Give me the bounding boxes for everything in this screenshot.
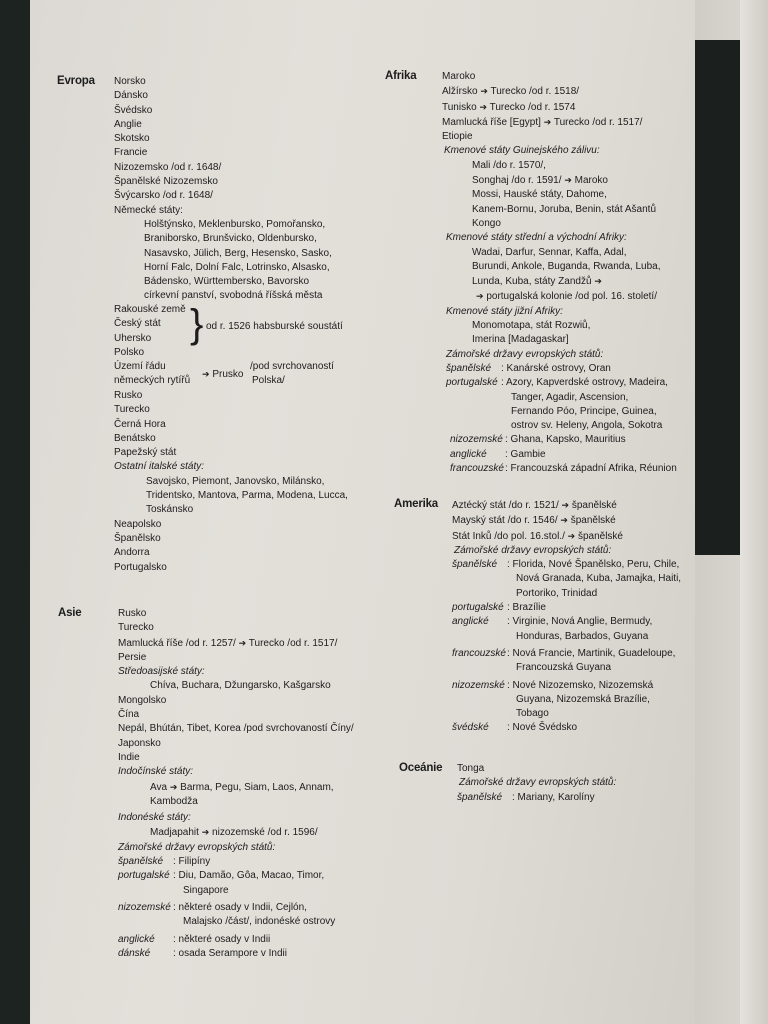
colony-label: nizozemské xyxy=(452,679,505,691)
list-item xyxy=(118,825,354,840)
list-item xyxy=(118,869,354,883)
entry-target: Turecko /od r. 1517/ xyxy=(553,116,643,128)
list-item: Toskánsko xyxy=(146,504,194,516)
list-item xyxy=(118,933,354,947)
list-item: Holštýnsko, Meklenbursko, Pomořansko, xyxy=(144,218,326,230)
list-item xyxy=(452,601,681,615)
list-item: Portugalsko xyxy=(114,561,167,573)
list-item xyxy=(442,115,677,130)
entry-target: Maroko xyxy=(574,175,608,187)
colony-value: : některé osady v Indii xyxy=(173,933,271,945)
arrow-icon: ➔ xyxy=(202,369,210,379)
list-item: Kongo xyxy=(472,217,501,229)
list-item: Tanger, Agadir, Ascension, xyxy=(511,391,629,403)
list-item xyxy=(452,513,681,528)
list-item xyxy=(442,274,677,289)
list-item xyxy=(442,289,677,304)
list-item xyxy=(442,362,677,376)
asie-list xyxy=(118,607,354,961)
list-item: Indonéské státy: xyxy=(118,812,191,824)
colony-value: : osada Serampore v Indii xyxy=(173,947,287,959)
list-item: Nizozemsko /od r. 1648/ xyxy=(114,161,222,173)
entry-text: Stát Inků /do pol. 16.stol./ xyxy=(452,530,565,542)
list-item: Bádensko, Württembersko, Bavorsko xyxy=(144,276,310,288)
colony-label: španělské xyxy=(118,856,164,868)
colony-label: anglické xyxy=(450,448,487,460)
ava-text: Ava xyxy=(150,781,168,793)
prusko-note xyxy=(250,360,334,389)
list-item: Nasavsko, Jülich, Berg, Hesensko, Sasko, xyxy=(144,247,332,259)
list-item: Tonga xyxy=(457,763,485,774)
list-item: Německé státy: xyxy=(114,204,183,216)
arrow-icon: ➔ xyxy=(479,101,487,112)
entry-text: Mayský stát /do r. 1546/ xyxy=(452,515,558,527)
list-item: Horní Falc, Dolní Falc, Lotrinsko, Alsasko, xyxy=(144,261,330,273)
afrika-list xyxy=(442,70,677,476)
mamluk-text: Mamlucká říše /od r. 1257/ xyxy=(118,637,236,649)
list-item: Portoriko, Trinidad xyxy=(516,587,598,599)
list-item: Černá Hora xyxy=(114,418,166,430)
arrow-icon: ➔ xyxy=(561,500,570,510)
list-item: Braniborsko, Brunšvicko, Oldenbursko, xyxy=(144,233,317,245)
prusko-note-line: Polska/ xyxy=(252,375,285,387)
habsburg-group xyxy=(114,303,190,389)
list-item xyxy=(118,636,354,651)
list-item: Kmenové státy střední a východní Afriky: xyxy=(446,232,627,244)
list-item: Singapore xyxy=(183,884,229,896)
list-item: Fernando Póo, Principe, Guinea, xyxy=(511,405,657,417)
colony-label: španělské xyxy=(452,559,498,571)
mamluk-target: Turecko /od r. 1517/ xyxy=(248,637,338,649)
entry-target: španělské xyxy=(570,515,616,527)
list-item: Guyana, Nizozemská Brazílie, xyxy=(516,693,650,705)
region-asie-heading: Asie xyxy=(58,607,82,619)
list-item: Polsko xyxy=(114,346,145,358)
arrow-icon: ➔ xyxy=(560,515,568,526)
amerika-list xyxy=(452,498,681,736)
colony-value: : Azory, Kapverdské ostrovy, Madeira, xyxy=(501,377,668,389)
arrow-icon: ➔ xyxy=(169,781,178,792)
prusko-note-line: /pod svrchovaností xyxy=(250,361,334,372)
entry-text: portugalská kolonie /od pol. 16. století/ xyxy=(486,291,657,303)
prusko-label: Prusko xyxy=(212,369,244,380)
entry-text: Mamlucká říše [Egypt] xyxy=(442,116,541,128)
madjapahit-text: Madjapahit xyxy=(150,827,199,839)
colony-value: : Filipíny xyxy=(173,856,211,868)
list-item xyxy=(442,376,677,390)
list-item: Dánsko xyxy=(114,90,148,102)
list-item: Mossi, Hauské státy, Dahome, xyxy=(472,189,607,201)
list-item xyxy=(452,647,681,661)
colony-label: portugalské xyxy=(446,377,498,389)
colony-label: nizozemské xyxy=(450,434,503,446)
list-item xyxy=(442,433,677,447)
colony-label: portugalské xyxy=(118,870,170,882)
list-item: Zámořské državy evropských států: xyxy=(446,348,604,360)
list-item: Indie xyxy=(118,751,140,763)
list-item: Rakouské země xyxy=(114,304,186,315)
list-item xyxy=(442,84,677,99)
list-item: Turecko xyxy=(114,404,150,416)
list-item: Neapolsko xyxy=(114,518,162,530)
list-item: Tobago xyxy=(516,708,549,720)
colony-value: : Florida, Nové Španělsko, Peru, Chile, xyxy=(507,559,680,571)
entry-text: Alžírsko xyxy=(442,86,478,98)
list-item: Imerina [Madagaskar] xyxy=(472,334,569,346)
list-item: Persie xyxy=(118,651,147,663)
region-evropa-heading: Evropa xyxy=(57,75,95,87)
list-item: Burundi, Ankole, Buganda, Rwanda, Luba, xyxy=(472,260,661,272)
list-item: Zámořské državy evropských států: xyxy=(454,544,612,556)
colony-label: portugalské xyxy=(452,602,504,614)
madjapahit-rest: nizozemské /od r. 1596/ xyxy=(212,827,318,839)
list-item xyxy=(118,855,354,869)
colony-value: : Nové Švédsko xyxy=(507,722,578,734)
list-item: Indočínské státy: xyxy=(118,766,194,778)
list-item: Francouzská Guyana xyxy=(516,662,612,674)
list-item xyxy=(118,947,354,961)
list-item: ostrov sv. Heleny, Angola, Sokotra xyxy=(511,420,663,432)
list-item: Francie xyxy=(114,147,148,159)
list-item: Japonsko xyxy=(118,737,161,749)
entry-text: Songhaj /do r. 1591/ xyxy=(472,175,562,187)
list-item xyxy=(442,173,677,188)
list-item: Švýcarsko /od r. 1648/ xyxy=(114,190,213,202)
colony-value: : Nová Francie, Martinik, Guadeloupe, xyxy=(507,647,676,659)
colony-value: : Brazílie xyxy=(507,602,546,614)
list-item: Andorra xyxy=(114,547,150,559)
colony-value: : Mariany, Karolíny xyxy=(512,791,595,803)
list-item: Tridentsko, Mantova, Parma, Modena, Lucca, xyxy=(146,490,348,502)
list-item: Kanem-Bornu, Joruba, Benin, stát Ašantů xyxy=(472,203,656,215)
list-item: Český stát xyxy=(114,318,161,330)
colony-label: dánské xyxy=(118,947,151,959)
entry-text: Tunisko xyxy=(442,101,477,113)
list-item: Španělsko xyxy=(114,532,161,544)
list-item: Wadai, Darfur, Sennar, Kaffa, Adal, xyxy=(472,246,627,258)
arrow-icon: ➔ xyxy=(543,116,552,127)
prusko-line xyxy=(202,367,243,382)
arrow-icon: ➔ xyxy=(594,276,602,287)
list-item xyxy=(118,901,354,915)
brace-symbol: } xyxy=(190,302,204,346)
oceanie-list xyxy=(457,762,616,805)
list-item: německých rytířů xyxy=(114,375,191,387)
list-item: Chíva, Buchara, Džungarsko, Kašgarsko xyxy=(150,680,331,692)
list-item: Norsko xyxy=(114,76,146,87)
colony-label: francouzské xyxy=(450,463,504,475)
list-item: Maroko xyxy=(442,71,476,82)
arrow-icon: ➔ xyxy=(201,827,210,838)
colony-value: : Ghana, Kapsko, Mauritius xyxy=(505,434,626,446)
list-item xyxy=(452,679,681,693)
paper-far-right-edge xyxy=(740,0,768,1024)
entry-target: španělské xyxy=(571,500,617,511)
entry-target: španělské xyxy=(577,530,623,542)
list-item: církevní panství, svobodná říšská města xyxy=(144,290,323,302)
ava-rest: Barma, Pegu, Siam, Laos, Annam, xyxy=(180,781,334,793)
colony-value: : Diu, Damão, Gôa, Macao, Timor, xyxy=(173,870,325,882)
list-item: Honduras, Barbados, Guyana xyxy=(516,630,649,642)
colony-label: španělské xyxy=(457,791,503,803)
list-item xyxy=(452,529,681,544)
list-item: Turecko xyxy=(118,622,154,634)
list-item: Švédsko xyxy=(114,104,153,116)
document-sheet xyxy=(30,0,695,1024)
colony-value: : Gambie xyxy=(505,448,546,460)
list-item: Nová Granada, Kuba, Jamajka, Haiti, xyxy=(516,573,682,585)
colony-value: : Kanárské ostrovy, Oran xyxy=(501,362,611,374)
colony-label: nizozemské xyxy=(118,901,171,913)
entry-target: Turecko /od r. 1518/ xyxy=(490,86,580,98)
list-item: Uhersko xyxy=(114,332,152,344)
list-item xyxy=(457,791,616,805)
entry-target: Turecko /od r. 1574 xyxy=(489,101,576,113)
colony-value: : některé osady v Indii, Cejlón, xyxy=(173,901,307,913)
list-item: Španělské Nizozemsko xyxy=(114,176,218,188)
colony-label: anglické xyxy=(452,616,489,628)
list-item: Středoasijské státy: xyxy=(118,666,205,678)
colony-value: : Francouzská západní Afrika, Réunion xyxy=(505,463,677,475)
list-item: Rusko xyxy=(114,390,143,401)
list-item: Kmenové státy jižní Afriky: xyxy=(446,305,563,317)
list-item xyxy=(442,100,677,115)
entry-text: Lunda, Kuba, státy Zandžů xyxy=(472,276,592,288)
evropa-list-2 xyxy=(114,389,348,575)
colony-label: španělské xyxy=(446,362,492,374)
list-item: Mali /do r. 1570/, xyxy=(472,159,546,171)
colony-label: švédské xyxy=(452,722,489,734)
list-item: Anglie xyxy=(114,118,142,130)
habsburg-note: od r. 1526 habsburské soustátí xyxy=(206,321,343,332)
region-oceanie-heading: Oceánie xyxy=(399,762,443,774)
list-item: Kambodža xyxy=(150,795,198,807)
arrow-icon: ➔ xyxy=(564,175,572,186)
list-item: Kmenové státy Guinejského zálivu: xyxy=(444,145,600,157)
list-item: Nepál, Bhútán, Tibet, Korea /pod svrchovaností Číny/ xyxy=(118,723,354,735)
list-item xyxy=(452,558,681,572)
region-amerika-heading: Amerika xyxy=(394,498,438,510)
list-item: Monomotapa, stát Rozwiů, xyxy=(472,320,591,332)
evropa-list-1 xyxy=(114,75,332,304)
arrow-icon: ➔ xyxy=(476,291,484,302)
entry-text: Aztécký stát /do r. 1521/ xyxy=(452,500,559,511)
list-item: Skotsko xyxy=(114,133,150,145)
list-item: Čína xyxy=(118,709,140,721)
arrow-icon: ➔ xyxy=(480,86,488,97)
colony-label: anglické xyxy=(118,933,155,945)
list-item: Rusko xyxy=(118,608,147,619)
list-item: Etiopie xyxy=(442,131,473,143)
list-item: Zámořské državy evropských států: xyxy=(118,841,276,853)
colony-value: : Virginie, Nová Anglie, Bermudy, xyxy=(507,616,653,628)
arrow-icon: ➔ xyxy=(238,637,247,648)
list-item xyxy=(442,448,677,462)
list-item: Benátsko xyxy=(114,432,156,444)
colony-label: francouzské xyxy=(452,647,506,659)
list-item: Mongolsko xyxy=(118,694,167,706)
colony-value: : Nové Nizozemsko, Nizozemská xyxy=(507,679,654,691)
region-afrika-heading: Afrika xyxy=(385,70,417,82)
arrow-icon: ➔ xyxy=(567,530,576,541)
list-item: Území řádu xyxy=(114,361,166,373)
list-item xyxy=(118,780,354,795)
list-item xyxy=(452,498,681,513)
list-item: Malajsko /část/, indonéské ostrovy xyxy=(183,916,336,928)
list-item xyxy=(442,462,677,476)
list-item xyxy=(452,721,681,735)
list-item: Ostatní italské státy: xyxy=(114,461,205,473)
list-item xyxy=(452,615,681,629)
list-item: Papežský stát xyxy=(114,447,177,459)
list-item: Zámořské državy evropských států: xyxy=(459,777,617,789)
list-item: Savojsko, Piemont, Janovsko, Milánsko, xyxy=(146,475,325,487)
